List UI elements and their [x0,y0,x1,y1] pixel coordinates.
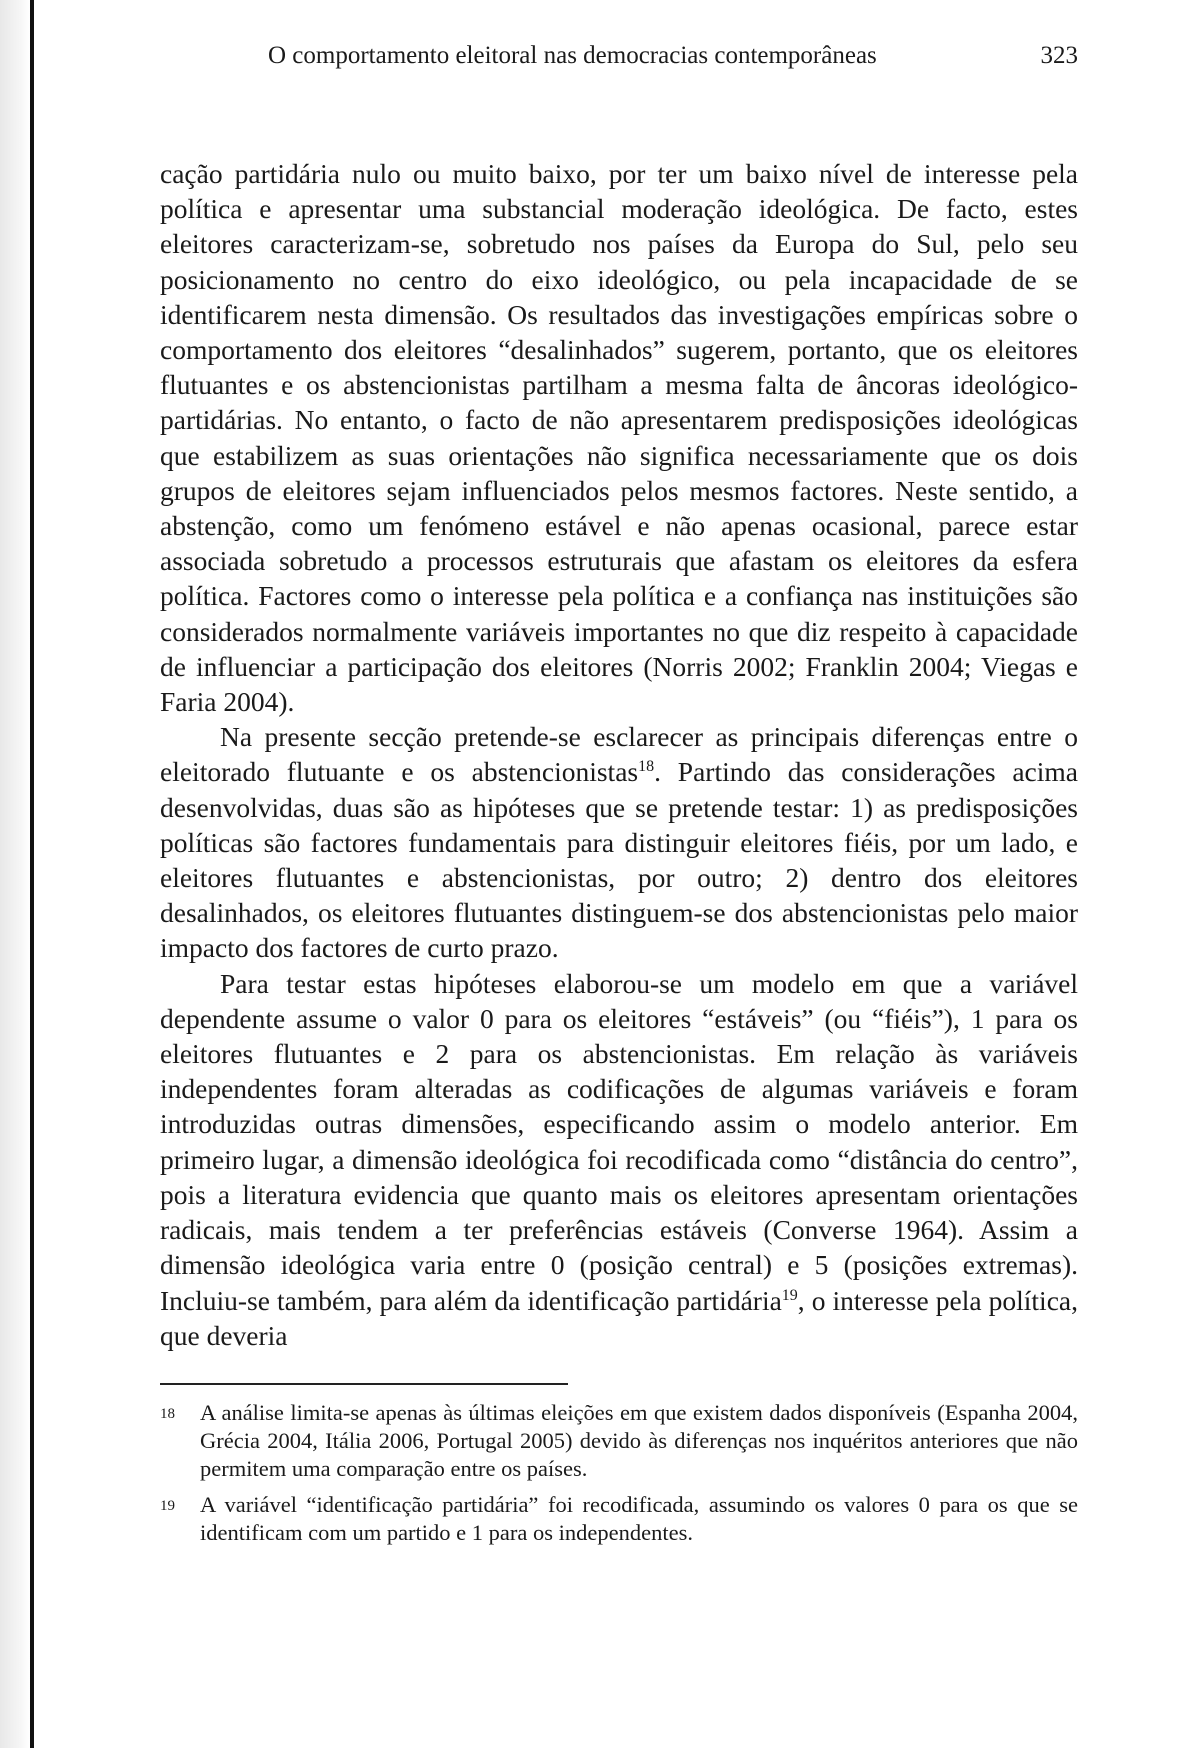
footnote-19 [160,1491,1078,1547]
body-text [160,156,1078,1353]
footnotes [160,1399,1078,1547]
footnote-18 [160,1399,1078,1483]
footnote-ref-18[interactable]: 18 [638,758,655,776]
footnote-ref-19[interactable]: 19 [781,1286,798,1304]
footnote-text: A variável “identificação partidária” foi recodificada, assumindo os valores 0 para os que se identificam com um partido e 1 para os independentes. [200,1491,1078,1545]
book-page [160,36,1078,1555]
footnote-number: 18 [160,1405,175,1422]
paragraph-text: , o interesse pela política, que deveria [160,1284,1078,1351]
paragraph-1 [160,156,1078,719]
footnote-divider [160,1383,568,1385]
paragraph-3 [160,966,1078,1353]
page-number: 323 [1040,42,1078,69]
page-binding-edge [0,0,30,1748]
paragraph-text: Para testar estas hipóteses elaborou-se um modelo em que a variável dependente assume o valor 0 para os eleitores “estáveis” (ou “fiéis”), 1 para os eleitores flutuantes e 2 para os abstencionistas. Em relação às variáveis independentes foram alteradas as codificações de algumas variáveis e foram introduzidas outras dimensões, especificando assim o modelo anterior. Em primeiro lugar, a dimensão ideológica foi recodificada como “distância do centro”, pois a literatura evidencia que quanto mais os eleitores apresentam orientações radicais, mais tendem a ter preferências estáveis (Converse 1964). Assim a dimensão ideológica varia entre 0 (posição central) e 5 (posições extremas). Incluiu-se também, para além da identificação partidária [160,967,1078,1316]
paragraph-2 [160,719,1078,965]
paragraph-text: Na presente secção pretende-se esclarecer as principais diferenças entre o eleitorado flutuante e os abstencionistas [160,721,1078,788]
page-binding-line [30,0,34,1748]
footnote-text: A análise limita-se apenas às últimas eleições em que existem dados disponíveis (Espanha 2004, Grécia 2004, Itália 2006, Portugal 2005) devido às diferenças nos inquéritos anteriores que não permitem uma comparação entre os países. [200,1399,1078,1481]
paragraph-text: . Partindo das considerações acima desenvolvidas, duas são as hipóteses que se pretende testar: 1) as predisposições políticas são factores fundamentais para distinguir eleitores fiéis, por um lado, e eleitores flutuantes e abstencionistas, por outro; 2) dentro dos eleitores desalinhados, os eleitores flutuantes distinguem-se dos abstencionistas pelo maior impacto dos factores de curto prazo. [160,756,1078,964]
running-title: O comportamento eleitoral nas democracias contemporâneas [268,42,877,69]
running-head [160,36,1078,80]
footnote-number: 19 [160,1497,175,1514]
paragraph-text: cação partidária nulo ou muito baixo, por ter um baixo nível de interesse pela política e apresentar uma substancial moderação ideológica. De facto, estes eleitores caracterizam-se, sobretudo nos países da Europa do Sul, pelo seu posicionamento no centro do eixo ideológico, ou pela incapacidade de se identificarem nesta dimensão. Os resultados das investigações empíricas sobre o comportamento dos eleitores “desalinhados” sugerem, portanto, que os eleitores flutuantes e os abstencionistas partilham a mesma falta de âncoras ideológico-partidárias. No entanto, o facto de não apresentarem predisposições ideológicas que estabilizem as suas orientações não significa necessariamente que os dois grupos de eleitores sejam influenciados pelos mesmos factores. Neste sentido, a abstenção, como um fenómeno estável e não apenas ocasional, parece estar associada sobretudo a processos estruturais que afastam os eleitores da esfera política. Factores como o interesse pela política e a confiança nas instituições são considerados normalmente variáveis importantes no que diz respeito à capacidade de influenciar a participação dos eleitores (Norris 2002; Franklin 2004; Viegas e Faria 2004). [160,158,1078,718]
